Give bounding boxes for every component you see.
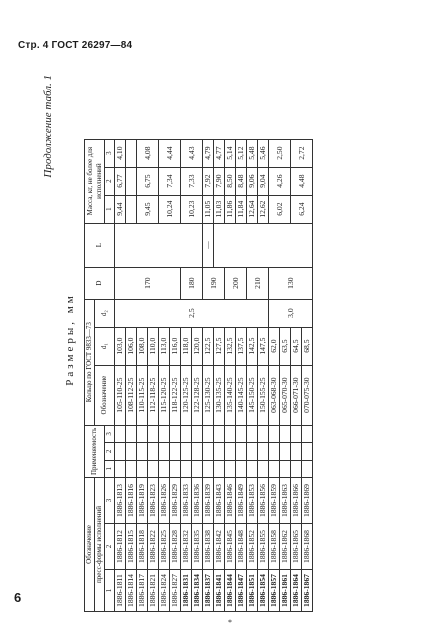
applicability-1-cell [280, 460, 291, 477]
ring-designation-cell: 108-112-25 [126, 365, 137, 425]
code-col-1: 1886-1857 [269, 570, 280, 612]
code-col-1: 1886-1831 [181, 570, 192, 612]
ring-designation-cell: 112-118-25 [148, 365, 159, 425]
L-cell: — [203, 223, 214, 267]
table-row [203, 139, 214, 611]
applicability-1-cell [291, 460, 302, 477]
code-col-2: 1886-1828 [170, 524, 181, 570]
stray-mark: * [228, 618, 232, 627]
code-col-1: 1886-1811 [115, 570, 126, 612]
code-col-1: 1886-1821 [148, 570, 159, 612]
applicability-1-cell [225, 460, 236, 477]
mass-2-cell: 9,04 [258, 167, 269, 195]
app-num-1: 1 [105, 460, 115, 477]
applicability-2-cell [159, 443, 170, 460]
applicability-3-cell [302, 425, 313, 442]
applicability-1-cell [148, 460, 159, 477]
continuation-note: Продолжение табл. 1 [42, 75, 54, 178]
col-num-2: 2 [105, 524, 115, 570]
mass-1-cell: 10,24 [159, 195, 181, 223]
code-col-3: 1886-1829 [170, 478, 181, 524]
applicability-3-cell [115, 425, 126, 442]
table-row [115, 139, 126, 611]
D-cell: 210 [247, 267, 269, 299]
mass-1-cell: 12,64 [247, 195, 258, 223]
mass-1-cell: 11,03 [214, 195, 225, 223]
d1-cell: 110,0 [148, 327, 159, 365]
mass-3-cell: 2,72 [291, 139, 313, 167]
mass-3-cell: 4,43 [181, 139, 203, 167]
code-col-1: 1886-1834 [192, 570, 203, 612]
code-col-3: 1886-1826 [159, 478, 170, 524]
mass-3-cell: 4,44 [159, 139, 181, 167]
d1-cell: 132,5 [225, 327, 236, 365]
applicability-2-cell [137, 443, 148, 460]
mass-3-cell: 5,46 [258, 139, 269, 167]
mass-3-cell: 4,10 [115, 139, 126, 167]
code-col-3: 1886-1856 [258, 478, 269, 524]
applicability-2-cell [181, 443, 192, 460]
mass-1-cell: 9,44 [115, 195, 126, 223]
code-col-1: 1886-1844 [225, 570, 236, 612]
code-col-2: 1886-1815 [126, 524, 137, 570]
code-col-2: 1886-1818 [137, 524, 148, 570]
d1-cell: 116,0 [170, 327, 181, 365]
applicability-3-cell [137, 425, 148, 442]
page-number: 6 [14, 590, 22, 605]
applicability-2-cell [170, 443, 181, 460]
ring-designation-cell: 145-150-25 [247, 365, 258, 425]
code-col-2: 1886-1865 [291, 524, 302, 570]
ring-designation-cell: 070-075-30 [302, 365, 313, 425]
table-body [115, 139, 313, 611]
applicability-2-cell [258, 443, 269, 460]
mass-2-cell: 7,33 [181, 167, 203, 195]
code-col-1: 1886-1824 [159, 570, 170, 612]
applicability-2-cell [214, 443, 225, 460]
d1-cell: 68,5 [302, 327, 313, 365]
D-cell: 130 [269, 267, 313, 299]
d1-cell: 137,5 [236, 327, 247, 365]
ring-designation-cell: 105-110-25 [115, 365, 126, 425]
D-cell: 190 [203, 267, 225, 299]
mass-3-cell: 4,77 [214, 139, 225, 167]
ring-designation-cell: 135-140-25 [225, 365, 236, 425]
d1-cell: 147,5 [258, 327, 269, 365]
code-col-3: 1886-1819 [137, 478, 148, 524]
mass-3-cell [126, 139, 137, 167]
mass-3-cell: 5,48 [247, 139, 258, 167]
applicability-3-cell [214, 425, 225, 442]
d1-cell: 120,0 [192, 327, 203, 365]
mass-2-cell: 7,92 [203, 167, 214, 195]
code-col-2: 1886-1848 [236, 524, 247, 570]
code-col-2: 1886-1842 [214, 524, 225, 570]
applicability-1-cell [126, 460, 137, 477]
applicability-1-cell [236, 460, 247, 477]
designation-header: Обозначение [85, 478, 95, 612]
D-header: D [85, 267, 115, 299]
code-col-3: 1886-1866 [291, 478, 302, 524]
code-col-2: 1886-1862 [280, 524, 291, 570]
d1-cell: 142,5 [247, 327, 258, 365]
code-col-2: 1886-1855 [258, 524, 269, 570]
applicability-2-cell [280, 443, 291, 460]
ring-header: Кольцо по ГОСТ 9833—73 [85, 299, 95, 425]
d1-cell: 108,0 [137, 327, 148, 365]
d1-cell: 106,0 [126, 327, 137, 365]
applicability-1-cell [192, 460, 203, 477]
mass-num-3: 3 [105, 139, 115, 167]
applicability-3-cell [269, 425, 280, 442]
table-row [247, 139, 258, 611]
D-cell: 180 [181, 267, 203, 299]
table-block [40, 67, 412, 612]
ring-designation-cell: 110-115-25 [137, 365, 148, 425]
table-row [225, 139, 236, 611]
d2-cell: 3,0 [269, 299, 313, 327]
mass-1-cell [126, 195, 137, 223]
mass-1-cell: 6,02 [269, 195, 291, 223]
ring-designation-cell: 130-135-25 [214, 365, 225, 425]
applicability-1-cell [203, 460, 214, 477]
applicability-2-cell [203, 443, 214, 460]
table-row [137, 139, 148, 611]
applicability-2-cell [236, 443, 247, 460]
d1-cell: 118,0 [181, 327, 192, 365]
code-col-1: 1886-1851 [247, 570, 258, 612]
L-cell [115, 223, 203, 267]
applicability-3-cell [192, 425, 203, 442]
applicability-header: Применяемость [85, 425, 105, 477]
table-row [291, 139, 302, 611]
code-col-3: 1886-1823 [148, 478, 159, 524]
page-header: Стр. 4 ГОСТ 26297—84 [18, 40, 133, 51]
code-col-3: 1886-1846 [225, 478, 236, 524]
applicability-2-cell [126, 443, 137, 460]
ring-designation-cell: 125-130-25 [203, 365, 214, 425]
code-col-2: 1886-1812 [115, 524, 126, 570]
applicability-3-cell [203, 425, 214, 442]
table-row [258, 139, 269, 611]
d1-cell: 122,5 [203, 327, 214, 365]
app-num-3: 3 [105, 425, 115, 442]
D-cell: 170 [115, 267, 181, 299]
d2-header: d₂ [95, 299, 115, 327]
applicability-3-cell [280, 425, 291, 442]
mass-2-cell: 6,77 [115, 167, 126, 195]
applicability-1-cell [159, 460, 170, 477]
d1-header: d₁ [95, 327, 115, 365]
d1-cell: 62,0 [269, 327, 280, 365]
press-forms-header: пресс-формы исполнений [95, 478, 105, 612]
d1-cell: 63,5 [280, 327, 291, 365]
code-col-3: 1886-1869 [302, 478, 313, 524]
code-col-3: 1886-1833 [181, 478, 192, 524]
mass-2-cell [126, 167, 137, 195]
mass-2-cell: 8,50 [225, 167, 236, 195]
applicability-1-cell [181, 460, 192, 477]
mass-2-cell: 6,75 [137, 167, 159, 195]
code-col-2: 1886-1822 [148, 524, 159, 570]
ring-designation-cell: 140-145-25 [236, 365, 247, 425]
table-caption [40, 67, 84, 612]
applicability-2-cell [302, 443, 313, 460]
d2-cell: 2,5 [115, 299, 269, 327]
applicability-3-cell [291, 425, 302, 442]
code-col-3: 1886-1853 [247, 478, 258, 524]
applicability-2-cell [192, 443, 203, 460]
L-cell [214, 223, 313, 267]
mass-3-cell: 4,08 [137, 139, 159, 167]
d1-cell: 103,0 [115, 327, 126, 365]
mass-3-cell: 4,79 [203, 139, 214, 167]
table-row [126, 139, 137, 611]
table-row [269, 139, 280, 611]
applicability-1-cell [214, 460, 225, 477]
code-col-3: 1886-1836 [192, 478, 203, 524]
mass-2-cell: 9,06 [247, 167, 258, 195]
applicability-2-cell [247, 443, 258, 460]
mass-3-cell: 5,12 [236, 139, 247, 167]
code-col-2: 1886-1838 [203, 524, 214, 570]
mass-1-cell: 9,45 [137, 195, 159, 223]
code-col-3: 1886-1843 [214, 478, 225, 524]
table-title: Размеры, мм [64, 293, 76, 386]
mass-2-cell: 4,26 [269, 167, 291, 195]
mass-2-cell: 7,34 [159, 167, 181, 195]
applicability-3-cell [148, 425, 159, 442]
d1-cell: 127,5 [214, 327, 225, 365]
code-col-3: 1886-1849 [236, 478, 247, 524]
code-col-3: 1886-1863 [280, 478, 291, 524]
table-row [214, 139, 225, 611]
code-col-3: 1886-1813 [115, 478, 126, 524]
d1-cell: 113,0 [159, 327, 170, 365]
applicability-2-cell [291, 443, 302, 460]
applicability-2-cell [269, 443, 280, 460]
applicability-2-cell [148, 443, 159, 460]
mass-1-cell: 10,23 [181, 195, 203, 223]
mass-3-cell: 5,14 [225, 139, 236, 167]
ring-designation-header: Обозначение [95, 365, 115, 425]
ring-designation-cell: 118-122-25 [170, 365, 181, 425]
applicability-3-cell [236, 425, 247, 442]
applicability-3-cell [170, 425, 181, 442]
code-col-2: 1886-1852 [247, 524, 258, 570]
mass-2-cell: 8,48 [236, 167, 247, 195]
code-col-2: 1886-1858 [269, 524, 280, 570]
code-col-1: 1886-1867 [302, 570, 313, 612]
ring-designation-cell: 120-125-25 [181, 365, 192, 425]
code-col-1: 1886-1847 [236, 570, 247, 612]
applicability-1-cell [258, 460, 269, 477]
table-row [181, 139, 192, 611]
applicability-1-cell [137, 460, 148, 477]
applicability-3-cell [126, 425, 137, 442]
code-col-1: 1886-1861 [280, 570, 291, 612]
code-col-2: 1886-1845 [225, 524, 236, 570]
code-col-1: 1886-1854 [258, 570, 269, 612]
applicability-3-cell [247, 425, 258, 442]
mass-1-cell: 6,24 [291, 195, 313, 223]
mass-num-1: 1 [105, 195, 115, 223]
code-col-3: 1886-1839 [203, 478, 214, 524]
ring-designation-cell: 066-071-30 [291, 365, 302, 425]
app-num-2: 2 [105, 443, 115, 460]
code-col-1: 1886-1841 [214, 570, 225, 612]
ring-designation-cell: 122-128-25 [192, 365, 203, 425]
ring-designation-cell: 115-120-25 [159, 365, 170, 425]
applicability-1-cell [247, 460, 258, 477]
applicability-3-cell [181, 425, 192, 442]
table-row [236, 139, 247, 611]
applicability-1-cell [170, 460, 181, 477]
mass-1-cell: 12,62 [258, 195, 269, 223]
code-col-3: 1886-1859 [269, 478, 280, 524]
mass-2-cell: 7,90 [214, 167, 225, 195]
mass-1-cell: 11,05 [203, 195, 214, 223]
code-col-2: 1886-1868 [302, 524, 313, 570]
code-col-1: 1886-1864 [291, 570, 302, 612]
code-col-2: 1886-1825 [159, 524, 170, 570]
code-col-1: 1886-1827 [170, 570, 181, 612]
L-header: L [85, 223, 115, 267]
dimensions-table [84, 139, 313, 612]
applicability-3-cell [225, 425, 236, 442]
mass-num-2: 2 [105, 167, 115, 195]
ring-designation-cell: 150-155-25 [258, 365, 269, 425]
applicability-1-cell [269, 460, 280, 477]
d1-cell: 64,5 [291, 327, 302, 365]
D-cell: 200 [225, 267, 247, 299]
mass-1-cell: 11,86 [225, 195, 236, 223]
applicability-2-cell [115, 443, 126, 460]
code-col-1: 1886-1817 [137, 570, 148, 612]
ring-designation-cell: 063-068-30 [269, 365, 280, 425]
col-num-1: 1 [105, 570, 115, 612]
applicability-1-cell [302, 460, 313, 477]
mass-3-cell: 2,50 [269, 139, 291, 167]
applicability-2-cell [225, 443, 236, 460]
table-row [159, 139, 170, 611]
applicability-3-cell [258, 425, 269, 442]
applicability-1-cell [115, 460, 126, 477]
code-col-1: 1886-1814 [126, 570, 137, 612]
col-num-3: 3 [105, 478, 115, 524]
code-col-1: 1886-1837 [203, 570, 214, 612]
mass-2-cell: 4,48 [291, 167, 313, 195]
code-col-3: 1886-1816 [126, 478, 137, 524]
ring-designation-cell: 065-070-30 [280, 365, 291, 425]
code-col-2: 1886-1835 [192, 524, 203, 570]
mass-1-cell: 11,84 [236, 195, 247, 223]
code-col-2: 1886-1832 [181, 524, 192, 570]
mass-header: Масса, кг, не более для исполнений [85, 139, 105, 223]
applicability-3-cell [159, 425, 170, 442]
